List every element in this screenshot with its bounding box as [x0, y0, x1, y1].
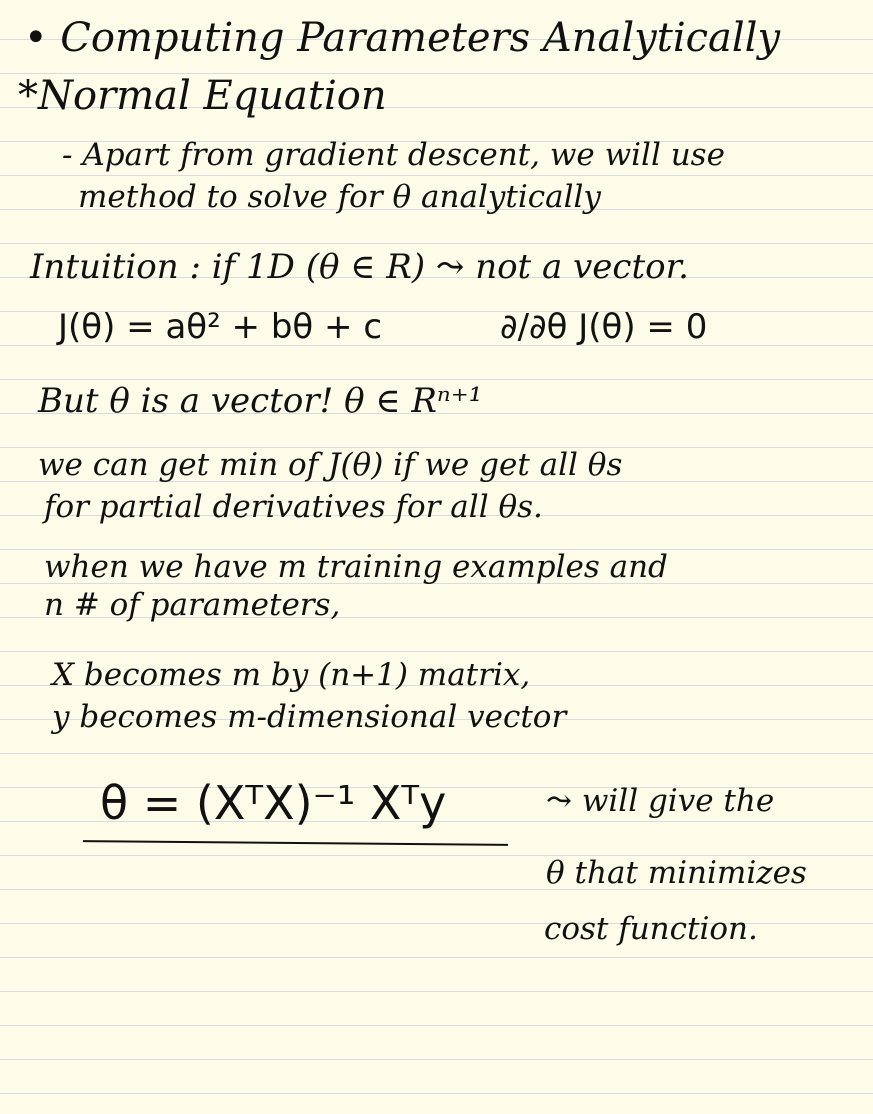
- training-line-2: n # of parameters,: [44, 587, 341, 623]
- min-line-1: we can get min of J(θ) if we get all θs: [38, 447, 623, 483]
- result-line-2: θ that minimizes: [546, 855, 807, 891]
- vector-note: But θ is a vector! θ ∈ Rⁿ⁺¹: [38, 381, 483, 421]
- cost-function-1d: J(θ) = aθ² + bθ + c: [58, 307, 383, 347]
- derivative-equation: ∂/∂θ J(θ) = 0: [500, 307, 708, 347]
- notes-subtitle: *Normal Equation: [18, 73, 387, 119]
- y-vector-line: y becomes m-dimensional vector: [52, 699, 567, 735]
- equation-underline: [83, 840, 508, 846]
- normal-equation: θ = (XᵀX)⁻¹ Xᵀy: [100, 776, 447, 830]
- intuition-line: Intuition : if 1D (θ ∈ R) ⤳ not a vector.: [30, 247, 689, 287]
- result-line-1: ⤳ will give the: [546, 783, 775, 819]
- notes-title: • Computing Parameters Analytically: [24, 15, 781, 61]
- intro-line-1: - Apart from gradient descent, we will use: [62, 137, 725, 173]
- min-line-2: for partial derivatives for all θs.: [44, 489, 543, 525]
- intro-line-2: method to solve for θ analytically: [78, 179, 601, 215]
- training-line-1: when we have m training examples and: [44, 549, 668, 585]
- result-line-3: cost function.: [544, 911, 758, 947]
- x-matrix-line: X becomes m by (n+1) matrix,: [52, 657, 531, 693]
